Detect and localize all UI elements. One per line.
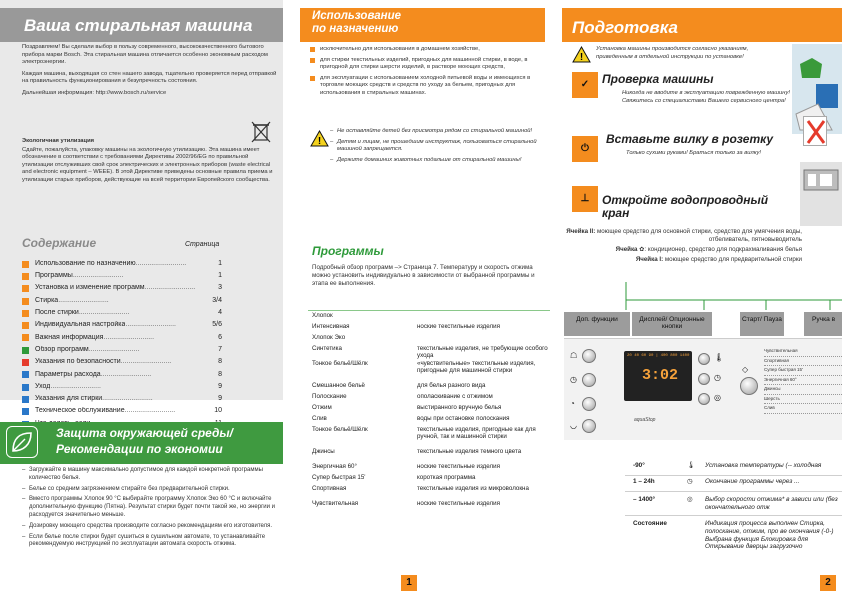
row-value: Окончание программы через ...	[705, 478, 800, 485]
program-desc: ополаскивание с отжимом	[417, 393, 493, 400]
option-button[interactable]	[698, 393, 710, 405]
brand-label: aquaStop	[634, 417, 656, 423]
intro-paragraph: Дальнейшая информация: http://www.bosch.ru/serviсe	[22, 89, 167, 96]
toc-label: Уход	[35, 382, 51, 390]
toc-row[interactable]	[22, 258, 222, 270]
program-desc: «чувствительные» текстильные изделия, пригодные для машинной стирки	[417, 360, 536, 375]
spin-icon: ◎	[687, 496, 693, 503]
env-tips	[22, 467, 280, 552]
program-row	[312, 404, 548, 411]
program-name: Хлопок	[312, 312, 333, 319]
toc-color-square	[22, 285, 29, 292]
tap-icon: ⊥	[572, 186, 598, 212]
list-item: – Если белье после стирки будет сушиться в сушильном автомате, то устанавливайте рекомендуемую инструкцией по эксплуатации автомата скорость отжима.	[22, 534, 280, 550]
table-row	[625, 520, 842, 566]
page-title: Ваша стиральная машина	[0, 8, 283, 42]
toc-page: 3	[218, 284, 222, 292]
eco-section	[22, 138, 277, 188]
program-desc: текстильные изделия из микроволокна	[417, 485, 529, 492]
toc-leader: ..........................	[124, 407, 176, 415]
program-desc: короткая программа	[417, 474, 476, 481]
toc-leader: ..........................	[88, 345, 140, 353]
table-of-contents	[22, 258, 222, 430]
toc-label: Установка и изменение программ	[35, 284, 145, 292]
programs-title: Программы	[312, 244, 384, 258]
program-name: Синтетика	[312, 345, 342, 352]
knob-program-label: Спортивная	[764, 357, 842, 367]
row-key: – 1400°	[633, 496, 656, 503]
toc-color-square	[22, 310, 29, 317]
start-pause-button[interactable]	[740, 377, 758, 395]
basin-icon: ◡	[570, 421, 577, 430]
toc-label: Программы	[35, 272, 73, 280]
toc-color-square	[22, 396, 29, 403]
toc-page: 7	[218, 345, 222, 353]
list-item: – Белье со средним загрязнением стирайте без предварительной стирки.	[22, 486, 280, 494]
list-item: – Загружайте в машину максимально допустимое для каждой конкретной программы количество белья.	[22, 467, 280, 483]
tap-title-1: Откройте водопроводный	[602, 193, 769, 207]
use-header	[300, 8, 545, 42]
knob-program-label: Супер быстрая 15'	[764, 366, 842, 376]
intro-paragraph: Каждая машина, выходящая со стен нашего завода, тщательно проверяется перед отправкой на правильность функционирования и безупречность состояния.	[22, 70, 277, 85]
program-name: Слив	[312, 415, 327, 422]
env-title-1: Защита окружающей среды/	[56, 426, 233, 440]
use-title-2: по назначению	[312, 23, 399, 36]
eco-text: Сдайте, пожалуйста, упаковку машины на экологичную утилизацию. Эта машина имеет обозначение в соответствии с требованиями Директивы 2002/96/EG по правильной утилизации отслуживших свой срок электрических и электронных приборов (waste electrical and electronic equipment – WEEE). В этой Директиве приведены основные правила приема и утилизации старых приборов, действующие на всей территории Европейского сообщества.	[22, 146, 273, 183]
chamber-label: Ячейка I:	[635, 256, 664, 264]
toc-page: 9	[218, 382, 222, 390]
program-desc: выстиранного вручную белья	[417, 404, 502, 411]
chamber-list: Ячейка II: моющее средство для основной стирки, средство для умягчения воды, отбеливатель, пятновыводитель Ячейка ✿: кондиционер, средство для подкрахмаливания белья Ячейка I: моющее средство для предварительной стирки	[566, 228, 802, 264]
row-value: Индикация процесса выполнен Стирка, полоскание, отжим, про ве окончания (-0-) Выбрана функция Блокировка для Открывание дверцы загрузочно	[705, 520, 834, 551]
chamber-text: моющее средство для основной стирки, средство для умягчения воды, отбеливатель, пятновыводитель	[597, 228, 802, 244]
extra-button[interactable]	[582, 349, 596, 363]
svg-text:!: !	[317, 136, 322, 147]
program-desc: ноские текстильные изделия	[417, 500, 500, 507]
toc-leader: ..........................	[144, 284, 196, 292]
toc-page: 9	[218, 395, 222, 403]
toc-row[interactable]	[22, 270, 222, 282]
toc-leader: ..........................	[78, 309, 130, 317]
row-key: -90°	[633, 462, 645, 469]
program-name: Полоскание	[312, 393, 347, 400]
program-name: Тонкое бельё/Шёлк	[312, 426, 368, 433]
list-item: исключительно для использования в домашнем хозяйстве,	[310, 46, 545, 54]
table-row	[625, 496, 842, 516]
toc-label: Стирка	[35, 296, 59, 304]
tap-title-2: кран	[602, 206, 630, 221]
warning-icon	[310, 130, 329, 147]
check-title: Проверка машины	[602, 72, 714, 86]
display-digits: 20 40 60 90 | 400 800 1400	[627, 354, 690, 358]
toc-row[interactable]	[22, 319, 222, 331]
toc-leader: ..........................	[50, 382, 101, 390]
program-name: Хлопок Эко	[312, 334, 346, 341]
table-row	[625, 462, 842, 476]
svg-text:!: !	[579, 52, 584, 63]
check-note: Никогда не вводите в эксплуатацию поврежденную машину! Свяжитесь со специалистами Вашего сервисного центра!	[622, 90, 790, 104]
program-row	[312, 334, 548, 341]
program-row	[312, 415, 548, 422]
timer-icon: ◷	[687, 478, 693, 485]
toc-page: 5/6	[212, 321, 222, 329]
toc-leader: ..........................	[103, 333, 155, 341]
option-button[interactable]	[698, 373, 710, 385]
program-name: Джинсы	[312, 448, 335, 455]
toc-color-square	[22, 322, 29, 329]
display-time: 3:02	[642, 367, 679, 384]
drawer-picture	[800, 162, 842, 226]
display-screen	[624, 351, 692, 401]
list-item: – Вместо программы Хлопок 90 °C выбирайте программу Хлопок Эко 60 °C и включайте дополнительную функцию (Пятна). Результат стирки будет почти такой же, но энергии и расходуется значительно меньше.	[22, 496, 280, 519]
toc-page: 1	[218, 259, 222, 267]
toc-leader: ..........................	[58, 296, 109, 304]
toc-label: Техническое обслуживание	[35, 407, 125, 415]
control-panel	[564, 338, 842, 440]
program-desc: воды при остановке полоскания	[417, 415, 510, 422]
prep-note: Установка машины производится согласно указаниям, приведенным в отдельной инструкции по установке!	[596, 46, 749, 60]
toc-color-square	[22, 261, 29, 268]
program-row	[312, 500, 548, 507]
toc-page: 8	[218, 358, 222, 366]
stain-icon: ◔	[570, 399, 575, 408]
program-row	[312, 426, 548, 440]
program-row	[312, 463, 548, 470]
start-icon: ◇	[742, 365, 749, 374]
plug-icon: ⏻	[572, 136, 598, 162]
chamber-text: кондиционер, средство для подкрахмаливания белья	[647, 246, 802, 254]
toc-label: Указания по безопасности	[35, 358, 121, 366]
program-row	[312, 393, 548, 400]
toc-leader: ..........................	[100, 370, 152, 378]
toc-page-label: Страница	[185, 241, 220, 248]
program-name: Супер быстрая 15'	[312, 474, 366, 481]
program-desc	[417, 334, 548, 341]
table-row	[625, 478, 842, 492]
row-key: 1 – 24h	[633, 478, 655, 485]
program-desc: текстильные изделия темного цвета	[417, 448, 522, 455]
shirt-icon: ☖	[570, 351, 578, 360]
label-extra-functions: Доп. функции	[564, 312, 630, 336]
programs-intro: Подробный обзор программ –> Страница 7. Температуру и скорость отжима можно установить индивидуально в зависимости от выбранной программы и этапа ее выполнения.	[312, 264, 535, 288]
list-item: – Дозировку моющего средства производите согласно рекомендациям его изготовителя.	[22, 523, 280, 531]
thermometer-icon: 🌡	[687, 462, 696, 469]
toc-page: 6	[218, 333, 222, 341]
env-title-2: Рекомендации по экономии	[56, 442, 223, 456]
toc-row[interactable]	[22, 332, 222, 344]
program-name: Спортивная	[312, 485, 347, 492]
program-desc: для белья разного вида	[417, 382, 486, 389]
row-value: Установка температуры (-- холодная	[705, 462, 822, 469]
program-desc: текстильные изделия, не требующие особого ухода	[417, 345, 548, 360]
toc-page: 3/4	[212, 296, 222, 304]
use-title-1: Использование	[312, 10, 401, 22]
toc-label: Указания для стирки	[35, 395, 103, 403]
toc-label: После стирки	[35, 309, 79, 317]
toc-row[interactable]	[22, 307, 222, 319]
program-name: Чувствительная	[312, 500, 359, 507]
toc-page: 8	[218, 370, 222, 378]
toc-row[interactable]	[22, 406, 222, 418]
program-row	[312, 448, 548, 455]
toc-leader: ..........................	[72, 272, 124, 280]
toc-label: Обзор программ	[35, 345, 89, 353]
page-right	[300, 0, 842, 595]
knob-program-label: Энергичная 60°	[764, 376, 842, 386]
label-start-pause: Старт/ Пауза	[740, 312, 784, 336]
chamber-text: моющее средство для предварительной стирки	[664, 256, 802, 264]
extra-button[interactable]	[582, 397, 596, 411]
status-icon	[687, 520, 705, 566]
spin-icon: ◎	[714, 393, 721, 402]
toc-row[interactable]	[22, 369, 222, 381]
list-item: – Держите домашних животных подальше от стиральной машины!	[330, 157, 540, 165]
program-row	[312, 485, 548, 492]
flower-icon: ✿	[639, 246, 645, 254]
program-row	[312, 345, 548, 359]
program-name: Энергичная 60°	[312, 463, 357, 470]
toc-color-square	[22, 359, 29, 366]
toc-row[interactable]	[22, 295, 222, 307]
red-cross-icon	[803, 116, 827, 146]
plug-title: Вставьте вилку в розетку	[606, 132, 774, 146]
extra-button[interactable]	[582, 419, 596, 433]
knob-program-list	[764, 347, 842, 414]
check-icon: ✓	[572, 72, 598, 98]
toc-leader: ..........................	[125, 321, 176, 329]
knob-program-label: Чувствительная	[764, 347, 842, 357]
list-item: – Детям и лицам, не прошедшим инструктаж, пользоваться стиральной машиной запрещается.	[330, 139, 540, 154]
warning-icon	[572, 46, 591, 63]
row-value: Выбор скорости отжима* в зависи или (без окончательного отж	[705, 496, 838, 511]
toc-label: Важная информация	[35, 333, 104, 341]
intro-text	[22, 44, 277, 101]
toc-row[interactable]	[22, 381, 222, 393]
list-item: для стирки текстильных изделий, пригодных для машинной стирки, в воде, в пригодной для стирки шерсти изделий, в растворе моющих средств,	[310, 57, 545, 72]
program-name: Отжим	[312, 404, 332, 411]
use-items	[310, 46, 545, 100]
page-number-1: 1	[401, 575, 417, 591]
toc-color-square	[22, 347, 29, 354]
toc-color-square	[22, 384, 29, 391]
program-desc: текстильные изделия, пригодные как для ручной, так и машинной стирки	[417, 426, 536, 441]
program-name: Интенсивная	[312, 323, 350, 330]
knob-program-label: Слив	[764, 404, 842, 414]
program-name: Тонкое бельё/Шёлк	[312, 360, 368, 367]
toc-color-square	[22, 334, 29, 341]
program-row	[312, 382, 548, 389]
intro-paragraph: Поздравляем! Вы сделали выбор в пользу современного, высококачественного бытового прибора марки Bosch. Эта стиральная машина отличается особенно экономным расходом электроэнергии.	[22, 44, 268, 66]
eco-title: Экологичная утилизация	[22, 138, 95, 144]
toc-page: 1	[218, 272, 222, 280]
toc-color-square	[22, 371, 29, 378]
list-item: для эксплуатации с использованием холодной питьевой воды и имеющихся в торговле моющих средств и средств по уходу за бельем, пригодных для использования в стиральных машинах.	[310, 75, 545, 98]
program-row	[312, 323, 548, 330]
toc-row[interactable]	[22, 356, 222, 368]
extra-button[interactable]	[582, 373, 596, 387]
program-name: Смешанное бельё	[312, 382, 365, 389]
toc-title: Содержание	[22, 236, 97, 250]
program-desc: ноские текстильные изделия	[417, 323, 500, 330]
chamber-label: Ячейка II:	[566, 228, 596, 235]
toc-label: Использование по назначению	[35, 259, 136, 267]
prep-header: Подготовка	[562, 8, 842, 42]
leaf-icon	[6, 426, 38, 458]
tap-title	[602, 194, 768, 220]
row-key: Состояние	[633, 520, 667, 527]
program-row	[312, 474, 548, 481]
environment-box	[0, 422, 283, 464]
toc-color-square	[22, 298, 29, 305]
program-row	[312, 360, 548, 374]
toc-row[interactable]	[22, 344, 222, 356]
program-desc: ноские текстильные изделия	[417, 463, 500, 470]
toc-label: Индивидуальная настройка	[35, 321, 126, 329]
knob-program-label: Шерсть	[764, 395, 842, 405]
knob-program-label: Джинсы	[764, 385, 842, 395]
toc-leader: ..........................	[135, 259, 187, 267]
page-left	[0, 0, 283, 595]
list-item: – Не оставляйте детей без присмотра рядом со стиральной машиной!	[330, 128, 540, 136]
toc-page: 10	[214, 407, 222, 415]
toc-label: Параметры расхода	[35, 370, 101, 378]
option-button[interactable]	[698, 353, 710, 365]
toc-row[interactable]	[22, 283, 222, 295]
toc-leader: ..........................	[120, 358, 172, 366]
clock-icon: ◷	[570, 375, 577, 384]
toc-page: 4	[218, 309, 222, 317]
page-number-2: 2	[820, 575, 836, 591]
plug-note: Только сухими руками! Браться только за вилку!	[626, 150, 761, 156]
chamber-label: Ячейка	[615, 246, 638, 254]
toc-leader: ..........................	[102, 395, 153, 403]
temperature-icon: 🌡	[714, 353, 725, 362]
toc-row[interactable]	[22, 393, 222, 405]
toc-color-square	[22, 273, 29, 280]
label-display: Дисплей/ Опционные кнопки	[632, 312, 712, 336]
toc-color-square	[22, 408, 29, 415]
use-warnings	[330, 128, 540, 167]
timer-icon: ◷	[714, 373, 721, 382]
label-knob: Ручка в	[804, 312, 842, 336]
